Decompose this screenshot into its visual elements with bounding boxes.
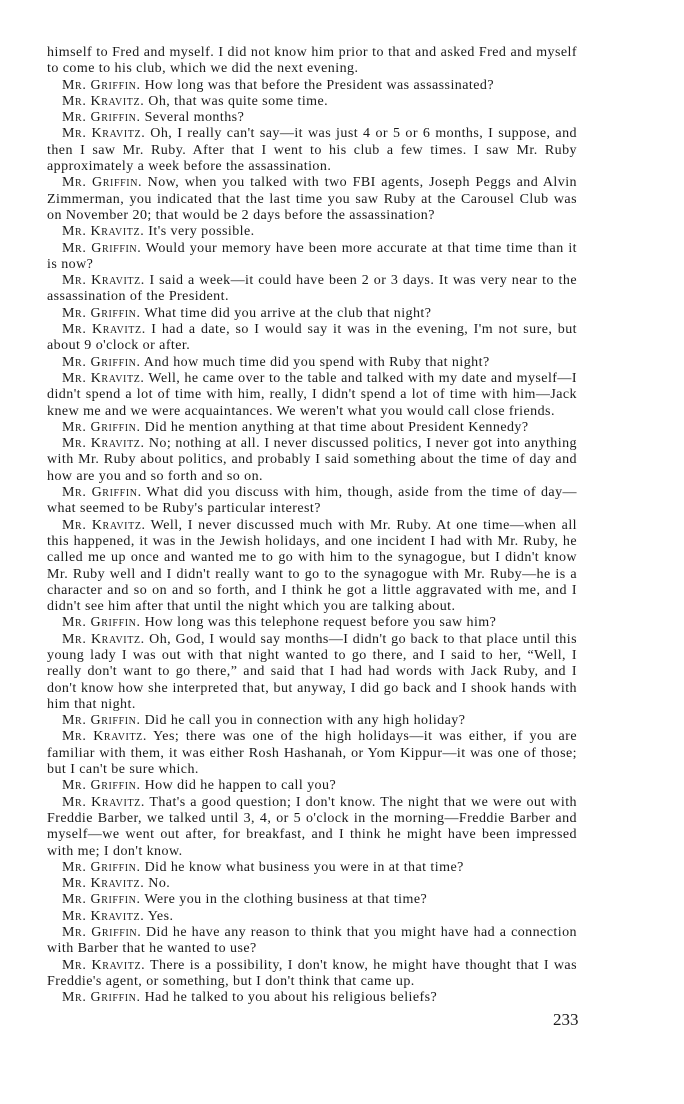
speaker-label: Mr. Griffin. — [62, 240, 142, 256]
testimony-paragraph — [47, 892, 577, 908]
testimony-paragraph — [47, 224, 577, 240]
speaker-label: Mr. Kravitz. — [62, 93, 145, 109]
testimony-paragraph — [47, 778, 577, 794]
testimony-paragraph — [47, 518, 577, 616]
paragraph-text: Did he call you in connection with any high holiday? — [144, 713, 466, 729]
testimony-paragraph — [47, 322, 577, 355]
speaker-label: Mr. Kravitz. — [62, 224, 145, 240]
paragraph-text: Several months? — [144, 110, 245, 126]
testimony-paragraph — [47, 909, 577, 925]
speaker-label: Mr. Kravitz. — [62, 370, 145, 386]
paragraph-text: Now, when you talked with two FBI agents, Joseph Peggs and Alvin Zimmerman, you indicated that the last time you saw Ruby at the Carousel Club was on November 20; that would be 2 days before the assassination? — [47, 175, 577, 223]
testimony-paragraph — [47, 485, 577, 518]
paragraph-text: No; nothing at all. I never discussed politics, I never got into anything with Mr. Ruby about politics, and probably I said something about the time of day and how are you and so forth and so on. — [47, 436, 577, 484]
paragraph-text: Yes; there was one of the high holidays—it was either, if you are familiar with them, it was either Rosh Hashanah, or Yom Kippur—it was one of those; but I can't be sure which. — [47, 729, 577, 778]
testimony-paragraph — [47, 729, 577, 778]
speaker-label: Mr. Kravitz. — [62, 273, 145, 289]
paragraph-text: I had a date, so I would say it was in the evening, I'm not sure, but about 9 o'clock or after. — [47, 322, 577, 354]
paragraph-text: Oh, God, I would say months—I didn't go back to that place until this young lady I was out with that night wanted to go there, and I said to her, “Well, I really don't want to go there,” and said that I had had words with Jack Ruby, and I don't know how she interpreted that, but anyway, I did go back and I shook hands with him that night. — [47, 631, 577, 712]
testimony-paragraph — [47, 273, 577, 306]
testimony-paragraph — [47, 795, 577, 860]
speaker-label: Mr. Kravitz. — [62, 876, 145, 892]
testimony-paragraph — [47, 78, 577, 94]
testimony-paragraph — [47, 713, 577, 729]
paragraph-text: himself to Fred and myself. I did not know him prior to that and asked Fred and myself to come to his club, which we did the next evening. — [47, 45, 577, 77]
speaker-label: Mr. Griffin. — [62, 990, 141, 1006]
paragraph-text: Were you in the clothing business at that time? — [144, 892, 428, 908]
testimony-paragraph — [47, 306, 577, 322]
speaker-label: Mr. Griffin. — [62, 354, 141, 370]
paragraph-text: No. — [148, 876, 171, 892]
paragraph-text: And how much time did you spend with Ruby that night? — [143, 354, 490, 370]
paragraph-text: Did he have any reason to think that you might have had a connection with Barber that he wanted to use? — [47, 925, 577, 957]
testimony-paragraph — [47, 110, 577, 126]
paragraph-text: How long was this telephone request before you saw him? — [144, 615, 497, 631]
testimony-paragraph — [47, 126, 577, 175]
speaker-label: Mr. Kravitz. — [62, 126, 146, 142]
paragraph-text: That's a good question; I don't know. The night that we were out with Freddie Barber, we talked until 3, 4, or 5 o'clock in the morning—Freddie Barber and myself—we went out after, for breakfast, and I think he might have been impressed with me; I don't know. — [47, 794, 577, 859]
paragraph-text: What did you discuss with him, though, aside from the time of day—what seemed to be Ruby's particular interest? — [47, 485, 577, 517]
paragraph-text: What time did you arrive at the club that night? — [144, 305, 432, 321]
testimony-paragraph — [47, 175, 577, 224]
transcript-body — [47, 45, 577, 1007]
speaker-label: Mr. Griffin. — [62, 892, 141, 908]
testimony-paragraph — [47, 876, 577, 892]
speaker-label: Mr. Kravitz. — [62, 322, 146, 338]
testimony-paragraph — [47, 371, 577, 420]
speaker-label: Mr. Griffin. — [62, 77, 141, 93]
speaker-label: Mr. Griffin. — [62, 110, 141, 126]
testimony-paragraph — [47, 94, 577, 110]
testimony-paragraph — [47, 241, 577, 274]
speaker-label: Mr. Kravitz. — [62, 517, 146, 533]
testimony-paragraph — [47, 632, 577, 713]
testimony-paragraph — [47, 925, 577, 958]
speaker-label: Mr. Griffin. — [62, 925, 142, 941]
testimony-paragraph — [47, 990, 577, 1006]
paragraph-text: Yes. — [147, 908, 174, 924]
paragraph-text: Did he know what business you were in at that time? — [144, 859, 464, 875]
speaker-label: Mr. Kravitz. — [62, 957, 146, 973]
paragraph-text: Well, he came over to the table and talked with my date and myself—I didn't spend a lot of time with him, really, I didn't spend a lot of time with him—Jack knew me and we were acquaintances. We weren't what you would call close friends. — [47, 370, 577, 419]
paragraph-text: Oh, that was quite some time. — [148, 93, 329, 109]
speaker-label: Mr. Griffin. — [62, 859, 141, 875]
testimony-paragraph — [47, 420, 577, 436]
speaker-label: Mr. Griffin. — [62, 175, 143, 191]
speaker-label: Mr. Griffin. — [62, 305, 141, 321]
testimony-paragraph — [47, 45, 577, 78]
paragraph-text: It's very possible. — [148, 224, 255, 240]
paragraph-text: I said a week—it could have been 2 or 3 days. It was very near to the assassination of the President. — [47, 273, 577, 305]
speaker-label: Mr. Griffin. — [62, 485, 142, 501]
speaker-label: Mr. Kravitz. — [62, 908, 145, 924]
paragraph-text: Had he talked to you about his religious beliefs? — [144, 990, 438, 1006]
paragraph-text: How long was that before the President was assassinated? — [144, 77, 495, 93]
speaker-label: Mr. Kravitz. — [62, 794, 145, 810]
speaker-label: Mr. Griffin. — [62, 713, 141, 729]
testimony-paragraph — [47, 860, 577, 876]
speaker-label: Mr. Kravitz. — [62, 436, 145, 452]
speaker-label: Mr. Griffin. — [62, 615, 141, 631]
speaker-label: Mr. Kravitz. — [62, 631, 145, 647]
speaker-label: Mr. Kravitz. — [62, 729, 147, 745]
speaker-label: Mr. Griffin. — [62, 778, 141, 794]
paragraph-text: There is a possibility, I don't know, he might have thought that I was Freddie's agent, or something, but I don't think that came up. — [47, 957, 577, 989]
paragraph-text: Did he mention anything at that time about President Kennedy? — [144, 419, 529, 435]
testimony-paragraph — [47, 615, 577, 631]
paragraph-text: Oh, I really can't say—it was just 4 or 5 or 6 months, I suppose, and then I saw Mr. Ruby. After that I went to his club a few times. I saw Mr. Ruby approximately a week before the assassination. — [47, 126, 577, 175]
speaker-label: Mr. Griffin. — [62, 419, 141, 435]
testimony-paragraph — [47, 355, 577, 371]
testimony-paragraph — [47, 958, 577, 991]
page-number: 233 — [553, 1010, 579, 1029]
testimony-paragraph — [47, 436, 577, 485]
paragraph-text: Well, I never discussed much with Mr. Ruby. At one time—when all this happened, it was in the Jewish holidays, and one incident I had with Mr. Ruby, he called me up once and wanted me to go with him to the synagogue, but I didn't know Mr. Ruby well and I didn't really want to go to the synagogue with Mr. Ruby—he is a character and so on and so forth, and I think he got a little aggravated with me, and I didn't see him after that until the night which you are talking about. — [47, 517, 577, 615]
paragraph-text: Would your memory have been more accurate at that time time than it is now? — [47, 240, 578, 272]
paragraph-text: How did he happen to call you? — [144, 778, 337, 794]
